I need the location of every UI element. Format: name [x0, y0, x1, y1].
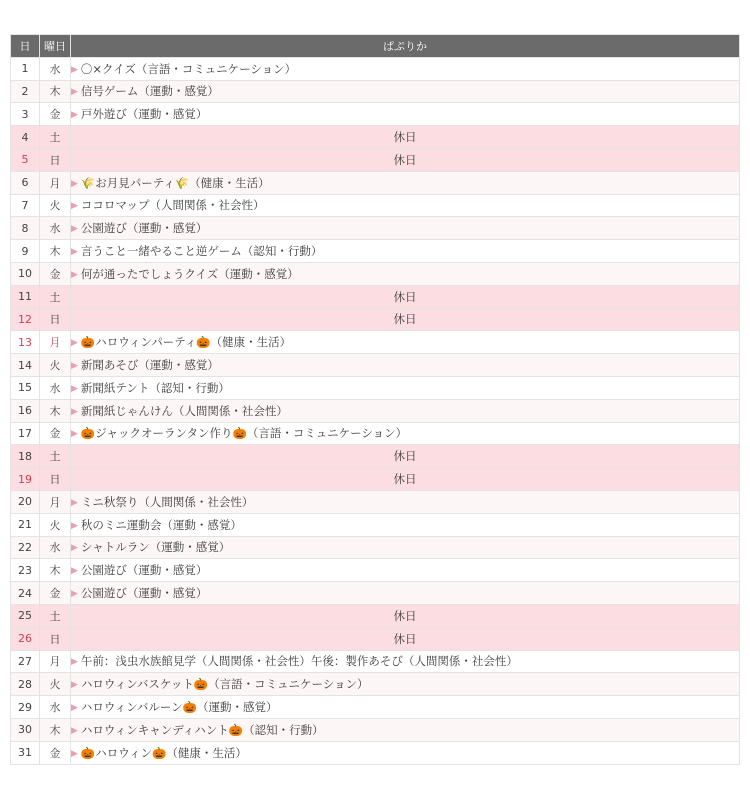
- bullet-icon: ▶: [71, 64, 78, 75]
- table-row: [11, 148, 740, 171]
- event-text: 何が通ったでしょうクイズ（運動・感覚）: [80, 266, 299, 281]
- cell-event: 休日: [71, 627, 740, 650]
- cell-event: [71, 650, 740, 673]
- cell-weekday: 火: [40, 513, 71, 536]
- header-title: ぱぷりか: [71, 35, 740, 58]
- cell-weekday: 金: [40, 103, 71, 126]
- event-text: 公園遊び（運動・感覚）: [80, 586, 208, 601]
- table-row: [11, 399, 740, 422]
- bullet-icon: ▶: [71, 201, 78, 212]
- cell-event: 休日: [71, 445, 740, 468]
- event-text: 🌾お月見パーティ🌾（健康・生活）: [80, 175, 270, 190]
- event-text: 言うこと一緒やること逆ゲーム（認知・行動）: [80, 244, 323, 259]
- cell-event: [71, 559, 740, 582]
- table-header: [11, 35, 740, 58]
- cell-weekday: 月: [40, 331, 71, 354]
- cell-day: 22: [11, 536, 40, 559]
- cell-day: 6: [11, 171, 40, 194]
- cell-day: 7: [11, 194, 40, 217]
- cell-day: 30: [11, 718, 40, 741]
- cell-day: 29: [11, 696, 40, 719]
- cell-day: 11: [11, 285, 40, 308]
- bullet-icon: ▶: [71, 406, 78, 417]
- cell-weekday: 月: [40, 171, 71, 194]
- table-row: [11, 741, 740, 764]
- cell-day: 15: [11, 376, 40, 399]
- cell-event: [71, 376, 740, 399]
- table-row: [11, 445, 740, 468]
- cell-day: 18: [11, 445, 40, 468]
- bullet-icon: ▶: [71, 87, 78, 98]
- cell-event: [71, 536, 740, 559]
- cell-weekday: 木: [40, 80, 71, 103]
- cell-weekday: 木: [40, 718, 71, 741]
- table-row: [11, 80, 740, 103]
- event-text: 新聞あそび（運動・感覚）: [80, 358, 219, 373]
- cell-day: 20: [11, 490, 40, 513]
- table-row: [11, 582, 740, 605]
- cell-event: [71, 57, 740, 80]
- bullet-icon: ▶: [71, 178, 78, 189]
- cell-day: 3: [11, 103, 40, 126]
- bullet-icon: ▶: [71, 748, 78, 759]
- event-text: 🎃ジャックオーランタン作り🎃（言語・コミュニケーション）: [80, 426, 408, 441]
- cell-weekday: 木: [40, 559, 71, 582]
- cell-event: [71, 399, 740, 422]
- cell-weekday: 日: [40, 468, 71, 491]
- cell-day: 12: [11, 308, 40, 331]
- table-row: [11, 240, 740, 263]
- table-body: [11, 57, 740, 764]
- cell-event: [71, 422, 740, 445]
- table-row: [11, 559, 740, 582]
- cell-event: [71, 354, 740, 377]
- cell-weekday: 日: [40, 627, 71, 650]
- event-text: 公園遊び（運動・感覚）: [80, 221, 208, 236]
- event-text: 秋のミニ運動会（運動・感覚）: [80, 517, 242, 532]
- cell-event: [71, 513, 740, 536]
- bullet-icon: ▶: [71, 703, 78, 713]
- cell-event: [71, 103, 740, 126]
- cell-event: [71, 80, 740, 103]
- table-row: [11, 490, 740, 513]
- cell-event: 休日: [71, 308, 740, 331]
- bullet-icon: ▶: [71, 224, 78, 235]
- cell-weekday: 月: [40, 490, 71, 513]
- bullet-icon: ▶: [71, 383, 78, 394]
- cell-weekday: 火: [40, 354, 71, 377]
- cell-day: 17: [11, 422, 40, 445]
- event-text: 公園遊び（運動・感覚）: [80, 563, 208, 578]
- cell-event: [71, 673, 740, 696]
- cell-event: 休日: [71, 285, 740, 308]
- bullet-icon: ▶: [71, 680, 78, 691]
- cell-day: 14: [11, 354, 40, 377]
- cell-event: [71, 194, 740, 217]
- cell-event: [71, 718, 740, 741]
- event-text: ココロマップ（人間関係・社会性）: [80, 198, 265, 213]
- cell-day: 31: [11, 741, 40, 764]
- cell-day: 16: [11, 399, 40, 422]
- event-text: 新聞紙じゃんけん（人間関係・社会性）: [80, 403, 288, 418]
- cell-event: [71, 262, 740, 285]
- event-text: 🎃ハロウィンパーティ🎃（健康・生活）: [80, 335, 292, 350]
- cell-day: 23: [11, 559, 40, 582]
- cell-event: [71, 240, 740, 263]
- table-row: [11, 696, 740, 719]
- bullet-icon: ▶: [71, 657, 78, 668]
- table-row: [11, 262, 740, 285]
- cell-weekday: 日: [40, 308, 71, 331]
- table-row: [11, 126, 740, 149]
- cell-weekday: 土: [40, 126, 71, 149]
- table-row: [11, 718, 740, 741]
- bullet-icon: ▶: [71, 110, 78, 121]
- bullet-icon: ▶: [71, 269, 78, 280]
- table-row: [11, 468, 740, 491]
- event-text: ハロウィンバルーン🎃（運動・感覚）: [80, 700, 278, 714]
- cell-weekday: 水: [40, 376, 71, 399]
- cell-day: 19: [11, 468, 40, 491]
- event-text: 〇×クイズ（言語・コミュニケーション）: [80, 61, 297, 76]
- cell-day: 2: [11, 80, 40, 103]
- cell-weekday: 木: [40, 399, 71, 422]
- event-text: シャトルラン（運動・感覚）: [80, 540, 231, 555]
- cell-weekday: 水: [40, 536, 71, 559]
- bullet-icon: ▶: [71, 247, 78, 258]
- table-row: [11, 422, 740, 445]
- cell-day: 5: [11, 148, 40, 171]
- cell-day: 25: [11, 604, 40, 627]
- header-weekday: 曜日: [40, 35, 71, 58]
- table-row: [11, 308, 740, 331]
- table-row: [11, 217, 740, 240]
- cell-day: 27: [11, 650, 40, 673]
- cell-event: [71, 490, 740, 513]
- cell-event: [71, 217, 740, 240]
- table-row: [11, 171, 740, 194]
- cell-day: 26: [11, 627, 40, 650]
- cell-weekday: 火: [40, 194, 71, 217]
- cell-weekday: 土: [40, 445, 71, 468]
- bullet-icon: ▶: [71, 589, 78, 600]
- event-text: 新聞紙テント（認知・行動）: [80, 380, 230, 395]
- header-day: 日: [11, 35, 40, 58]
- cell-day: 28: [11, 673, 40, 696]
- event-text: 信号ゲーム（運動・感覚）: [80, 84, 219, 99]
- bullet-icon: ▶: [71, 338, 78, 349]
- bullet-icon: ▶: [71, 497, 78, 508]
- cell-day: 1: [11, 57, 40, 80]
- table-row: [11, 57, 740, 80]
- event-text: 午前：浅虫水族館見学（人間関係・社会性）午後：製作あそび（人間関係・社会性）: [80, 654, 518, 669]
- cell-weekday: 土: [40, 604, 71, 627]
- cell-day: 10: [11, 262, 40, 285]
- cell-event: 休日: [71, 148, 740, 171]
- event-text: ハロウィンバスケット🎃（言語・コミュニケーション）: [80, 677, 369, 692]
- bullet-icon: ▶: [71, 429, 78, 440]
- event-text: 戸外遊び（運動・感覚）: [80, 107, 208, 122]
- table-row: [11, 604, 740, 627]
- cell-weekday: 金: [40, 582, 71, 605]
- bullet-icon: ▶: [71, 566, 78, 577]
- table-row: [11, 354, 740, 377]
- cell-day: 24: [11, 582, 40, 605]
- cell-weekday: 水: [40, 217, 71, 240]
- table-row: [11, 536, 740, 559]
- bullet-icon: ▶: [71, 520, 78, 531]
- event-text: ミニ秋祭り（人間関係・社会性）: [80, 494, 254, 509]
- cell-weekday: 火: [40, 673, 71, 696]
- table-row: [11, 673, 740, 696]
- table-row: [11, 513, 740, 536]
- cell-day: 8: [11, 217, 40, 240]
- cell-weekday: 水: [40, 57, 71, 80]
- cell-weekday: 月: [40, 650, 71, 673]
- bullet-icon: ▶: [71, 725, 78, 736]
- event-text: ハロウィンキャンディハント🎃（認知・行動）: [80, 722, 324, 737]
- table-row: [11, 627, 740, 650]
- table-row: [11, 285, 740, 308]
- cell-day: 9: [11, 240, 40, 263]
- table-row: [11, 194, 740, 217]
- bullet-icon: ▶: [71, 543, 78, 554]
- cell-event: 休日: [71, 468, 740, 491]
- cell-event: 休日: [71, 604, 740, 627]
- cell-day: 13: [11, 331, 40, 354]
- cell-event: [71, 696, 740, 719]
- cell-day: 21: [11, 513, 40, 536]
- cell-weekday: 水: [40, 696, 71, 719]
- cell-weekday: 木: [40, 240, 71, 263]
- cell-weekday: 土: [40, 285, 71, 308]
- cell-weekday: 金: [40, 262, 71, 285]
- event-text: 🎃ハロウィン🎃（健康・生活）: [80, 745, 247, 760]
- cell-event: [71, 741, 740, 764]
- table-row: [11, 650, 740, 673]
- cell-day: 4: [11, 126, 40, 149]
- header-row: [11, 35, 740, 58]
- monthly-schedule-table: [10, 34, 740, 765]
- cell-event: 休日: [71, 126, 740, 149]
- cell-event: [71, 582, 740, 605]
- table-row: [11, 331, 740, 354]
- cell-event: [71, 331, 740, 354]
- table-row: [11, 376, 740, 399]
- cell-weekday: 日: [40, 148, 71, 171]
- bullet-icon: ▶: [71, 361, 78, 372]
- cell-weekday: 金: [40, 422, 71, 445]
- cell-weekday: 金: [40, 741, 71, 764]
- cell-event: [71, 171, 740, 194]
- table-row: [11, 103, 740, 126]
